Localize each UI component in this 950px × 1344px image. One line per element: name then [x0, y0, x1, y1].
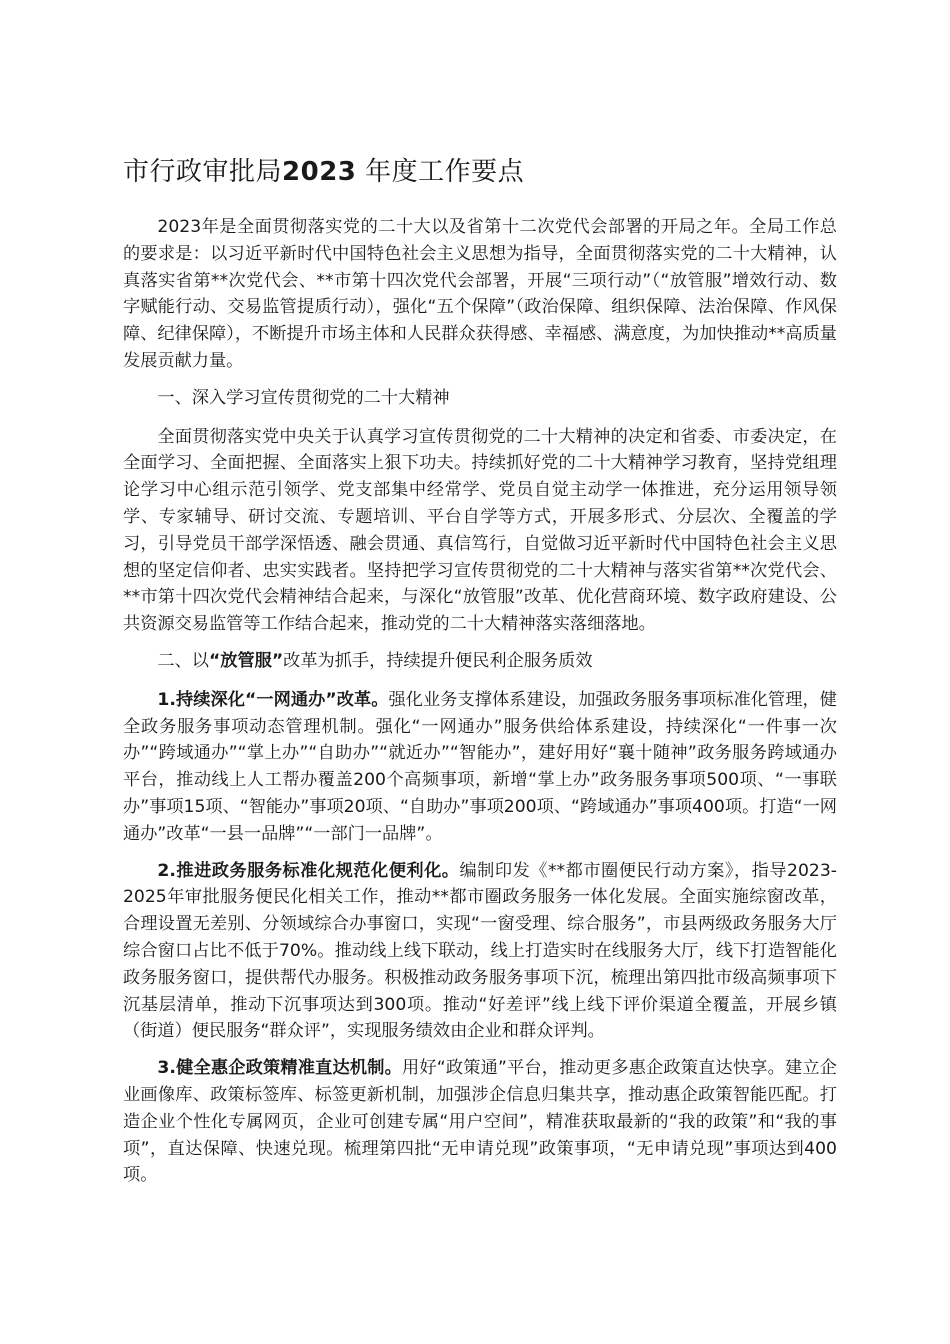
section-2-heading-prefix: 二、以 [157, 650, 209, 671]
intro-paragraph: 2023年是全面贯彻落实党的二十大以及省第十二次党代会部署的开局之年。全局工作总的要求是：以习近平新时代中国特色社会主义思想为指导，全面贯彻落实党的二十大精神，认真落实省第**次党代会、**市第十四次党代会部署，开展“三项行动”（“放管服”增效行动、数字赋能行动、交易监管提质行动），强化“五个保障”（政治保障、组织保障、法治保障、作风保障、纪律保障），不断提升市场主体和人民群众获得感、幸福感、满意度，为加快推动**高质量发展贡献力量。 [123, 217, 837, 371]
item-3-body: 用好“政策通”平台，推动更多惠企政策直达快享。建立企业画像库、政策标签库、标签更新机制，加强涉企信息归集共享，推动惠企政策智能匹配。打造企业个性化专属网页，企业可创建专属“用户空间”，精准获取最新的“我的政策”和“我的事项”，直达保障、快速兑现。梳理第四批“无申请兑现”政策事项，“无申请兑现”事项达到400项。 [123, 1058, 837, 1186]
section-2-heading [123, 648, 837, 675]
title-prefix: 市行政审批局 [123, 157, 283, 187]
item-3-paragraph [123, 1055, 837, 1189]
section-2-heading-emphasis: “放管服” [208, 650, 284, 671]
item-2-body: 编制印发《**都市圈便民行动方案》，指导2023-2025年审批服务便民化相关工作，推动**都市圈政务服务一体化发展。全面实施综窗改革，合理设置无差别、分领域综合办事窗口，实现“一窗受理、综合服务”，市县两级政务服务大厅综合窗口占比不低于70%。推动线上线下联动，线上打造实时在线服务大厅，线下打造智能化政务服务窗口，提供帮代办服务。积极推动政务服务事项下沉，梳理出第四批市级高频事项下沉基层清单，推动下沉事项达到300项。推动“好差评”线上线下评价渠道全覆盖，开展乡镇（街道）便民服务“群众评”，实现服务绩效由企业和群众评判。 [123, 860, 837, 1042]
item-2-title: 2.推进政务服务标准化规范化便利化。 [157, 860, 460, 881]
item-1-paragraph [123, 687, 837, 848]
item-2-paragraph [123, 858, 837, 1046]
section-2-heading-suffix: 改革为抓手，持续提升便民利企服务质效 [283, 650, 593, 671]
section-1-paragraph: 全面贯彻落实党中央关于认真学习宣传贯彻党的二十大精神的决定和省委、市委决定，在全面学习、全面把握、全面落实上狠下功夫。持续抓好党的二十大精神学习教育，坚持党组理论学习中心组示范引领学、党支部集中经常学、党员自觉主动学一体推进，充分运用领导领学、专家辅导、研讨交流、专题培训、平台自学等方式，开展多形式、分层次、全覆盖的学习，引导党员干部学深悟透、融会贯通、真信笃行，自觉做习近平新时代中国特色社会主义思想的坚定信仰者、忠实实践者。坚持把学习宣传贯彻党的二十大精神与落实省第**次党代会、**市第十四次党代会精神结合起来，与深化“放管服”改革、优化营商环境、数字政府建设、公共资源交易监管等工作结合起来，推动党的二十大精神落实落细落地。 [123, 426, 837, 635]
document-title [123, 150, 837, 194]
document-page [123, 150, 837, 1199]
title-suffix: 年度工作要点 [365, 157, 525, 187]
item-1-title: 1.持续深化“一网通办”改革。 [157, 689, 389, 710]
item-3-title: 3.健全惠企政策精准直达机制。 [157, 1058, 402, 1079]
title-year: 2023 [282, 157, 357, 187]
item-1-body: 强化业务支撑体系建设，加强政务服务事项标准化管理，健全政务服务事项动态管理机制。强化“一网通办”服务供给体系建设，持续深化“一件事一次办”“跨域通办”“掌上办”“自助办”“就近办”“智能办”，建好用好“襄十随神”政务服务跨域通办平台，推动线上人工帮办覆盖200个高频事项，新增“掌上办”政务服务事项500项、“一事联办”事项15项、“智能办”事项20项、“自助办”事项200项、“跨域通办”事项400项。打造“一网通办”改革“一县一品牌”“一部门一品牌”。 [123, 689, 837, 844]
section-1-heading: 一、深入学习宣传贯彻党的二十大精神 [157, 387, 450, 408]
